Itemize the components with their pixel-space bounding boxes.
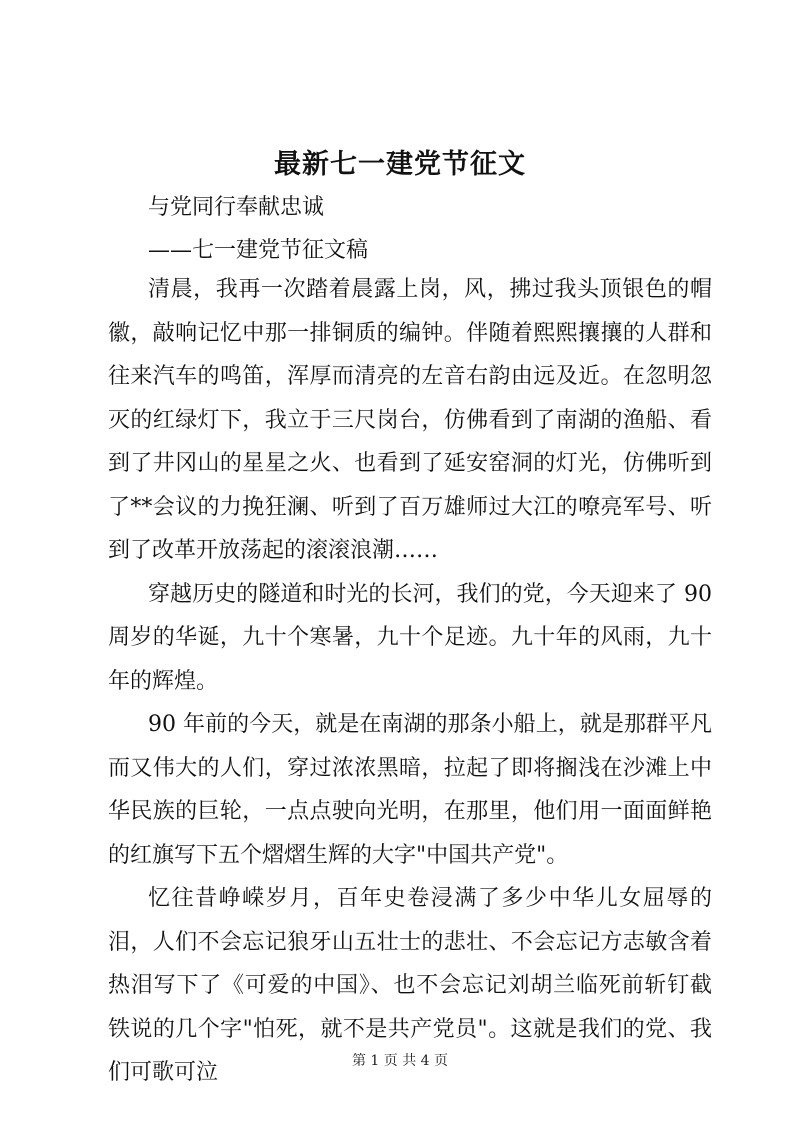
- paragraph: 忆往昔峥嵘岁月，百年史卷浸满了多少中华儿女屈辱的泪，人们不会忘记狼牙山五壮士的悲壮、不会忘记方志敏含着热泪写下了《可爱的中国》、也不会忘记刘胡兰临死前斩钉截铁说的几个字"怕死，就不是共产党员"。这就是我们的党、我们可歌可泣: [108, 886, 712, 1085]
- document-subtitle: 与党同行奉献忠诚: [148, 195, 325, 220]
- document-subtitle-2: ——七一建党节征文稿: [148, 238, 369, 263]
- document-title: 最新七一建党节征文: [274, 149, 526, 180]
- paragraph: 穿越历史的隧道和时光的长河，我们的党，今天迎来了 90 周岁的华诞，九十个寒暑，九十个足迹。九十年的风雨，九十年的辉煌。: [108, 581, 712, 694]
- page-number-footer: 第 1 页 共 4 页: [351, 1053, 449, 1069]
- paragraph: 清晨，我再一次踏着晨露上岗，风，拂过我头顶银色的帽徽，敲响记忆中那一排铜质的编钟。伴随着熙熙攘攘的人群和往来汽车的鸣笛，浑厚而清亮的左音右韵由远及近。在忽明忽灭的红绿灯下，我立于三尺岗台，仿佛看到了南湖的渔船、看到了井冈山的星星之火、也看到了延安窑洞的灯光，仿佛听到了**会议的力挽狂澜、听到了百万雄师过大江的嘹亮军号、听到了改革开放荡起的滚滚浪潮……: [108, 277, 712, 563]
- paragraph: 90 年前的今天，就是在南湖的那条小船上，就是那群平凡而又伟大的人们，穿过浓浓黑暗，拉起了即将搁浅在沙滩上中华民族的巨轮，一点点驶向光明，在那里，他们用一面面鲜艳的红旗写下五个熠熠生辉的大字"中国共产党"。: [108, 712, 712, 868]
- document-body: [108, 268, 712, 1095]
